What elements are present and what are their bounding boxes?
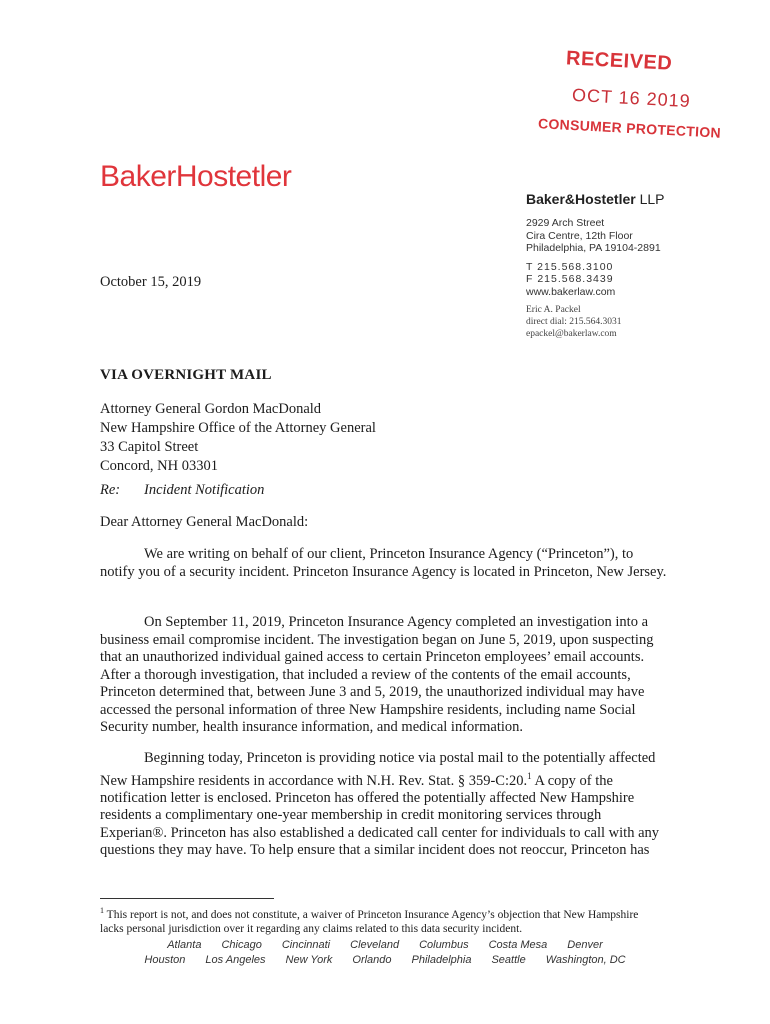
firm-letterhead xyxy=(526,191,736,340)
office-row xyxy=(100,953,670,968)
footnote-text: This report is not, and does not constitute, a waiver of Princeton Insurance Agency’s objection that New Hampshire lacks personal jurisdiction over it regarding any claims related to this data security incident. xyxy=(100,908,639,935)
office-city: Cincinnati xyxy=(281,939,331,951)
office-city: New York xyxy=(285,954,333,966)
office-city: Chicago xyxy=(221,939,262,951)
office-city: Washington, DC xyxy=(545,954,626,966)
office-city: Denver xyxy=(567,939,603,951)
office-locations xyxy=(100,938,670,968)
subject-line xyxy=(100,482,264,499)
footnote-divider xyxy=(100,898,274,899)
paragraph-text: We are writing on behalf of our client, Princeton Insurance Agency (“Princeton”), to notify you of a security incident. Princeton Insurance Agency is located in Princeton, New Jersey. xyxy=(100,546,667,580)
office-city: Houston xyxy=(144,954,186,966)
footnote xyxy=(100,904,660,936)
footnote-ref: 1 xyxy=(527,770,532,781)
body-paragraph xyxy=(100,546,668,581)
firm-suffix: LLP xyxy=(639,191,665,207)
attorney-direct-dial: direct dial: 215.564.3031 xyxy=(526,317,622,327)
firm-name xyxy=(526,191,736,207)
office-city: Los Angeles xyxy=(205,954,266,966)
body-paragraph xyxy=(100,614,668,737)
attorney-contact xyxy=(526,304,736,340)
received-date: OCT 16 2019 xyxy=(571,84,692,112)
attorney-email: epackel@bakerlaw.com xyxy=(526,329,617,339)
firm-address-line: Cira Centre, 12th Floor xyxy=(526,229,633,242)
body-paragraph xyxy=(100,750,668,860)
delivery-method: VIA OVERNIGHT MAIL xyxy=(100,367,272,383)
firm-name-text: Baker&Hostetler xyxy=(526,191,636,207)
recipient-line: Concord, NH 03301 xyxy=(100,458,219,474)
recipient-line: Attorney General Gordon MacDonald xyxy=(100,401,322,417)
salutation: Dear Attorney General MacDonald: xyxy=(100,514,309,530)
firm-logo: BakerHostetler xyxy=(100,160,292,193)
firm-website: www.bakerlaw.com xyxy=(526,285,616,298)
recipient-line: 33 Capitol Street xyxy=(100,439,199,455)
recipient-line: New Hampshire Office of the Attorney General xyxy=(100,420,376,436)
recipient-address xyxy=(100,400,376,476)
subject-text: Incident Notification xyxy=(144,482,265,498)
office-city: Philadelphia xyxy=(411,954,472,966)
firm-address-line: Philadelphia, PA 19104-2891 xyxy=(526,242,661,254)
paragraph-text: On September 11, 2019, Princeton Insurance Agency completed an investigation into a business email compromise incident. The investigation began on June 5, 2019, upon suspecting that an unauthorized individual gained access to certain Princeton employees’ email accounts. After a thorough investigation, that included a review of the contents of the email accounts, Princeton determined that, between June 3 and 5, 2019, the unauthorized individual may have accessed the personal information of three New Hampshire residents, including name Social Security number, health insurance information, and medical information. xyxy=(100,614,654,735)
paragraph-text xyxy=(100,750,668,860)
firm-phone: T 215.568.3100 xyxy=(526,260,614,273)
office-city: Columbus xyxy=(419,939,469,951)
paragraph-part: A copy of the notification letter is enclosed. Princeton has offered the potentially affected New Hampshire residents a complimentary one-year membership in credit monitoring services through Experian®. Princeton has also established a dedicated call center for individuals to call with any questions they may have. To help ensure that a similar incident does not reoccur, Princeton has xyxy=(100,772,660,859)
firm-address xyxy=(526,217,736,255)
firm-fax: F 215.568.3439 xyxy=(526,273,614,285)
firm-address-line: 2929 Arch Street xyxy=(526,217,605,229)
office-city: Seattle xyxy=(491,954,526,966)
subject-label: Re: xyxy=(100,482,121,498)
office-row xyxy=(100,938,670,953)
received-department: CONSUMER PROTECTION xyxy=(537,115,722,141)
office-city: Atlanta xyxy=(167,939,202,951)
paragraph-part: Beginning today, Princeton is providing notice via postal mail to the potentially affected New Hampshire residents in accordance with N.H. Rev. Stat. § 359-C:20. xyxy=(100,750,656,789)
footnote-marker: 1 xyxy=(100,906,104,915)
attorney-name: Eric A. Packel xyxy=(526,305,581,315)
received-stamp: RECEIVED xyxy=(565,47,673,75)
office-city: Cleveland xyxy=(350,939,400,951)
office-city: Orlando xyxy=(352,954,392,966)
office-city: Costa Mesa xyxy=(488,939,548,951)
letter-date: October 15, 2019 xyxy=(100,274,202,290)
